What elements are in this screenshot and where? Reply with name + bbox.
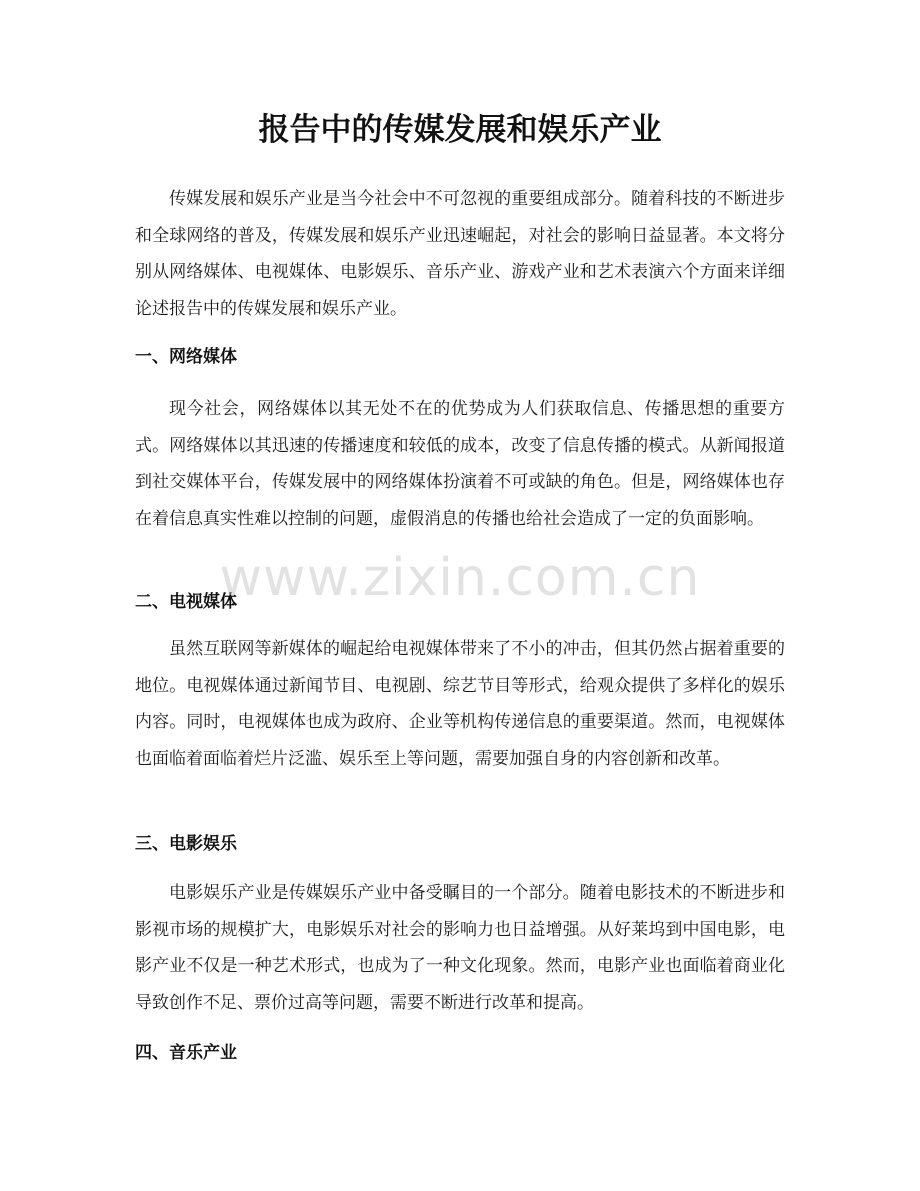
section-body-network-media: 现今社会，网络媒体以其无处不在的优势成为人们获取信息、传播思想的重要方式。网络媒体以其迅速的传播速度和较低的成本，改变了信息传播的模式。从新闻报道到社交媒体平台，传媒发展中的网络媒体扮演着不可或缺的角色。但是，网络媒体也存在着信息真实性难以控制的问题，虚假消息的传播也给社会造成了一定的负面影响。: [135, 399, 785, 529]
section-body-tv-media: 虽然互联网等新媒体的崛起给电视媒体带来了不小的冲击，但其仍然占据着重要的地位。电视媒体通过新闻节目、电视剧、综艺节目等形式，给观众提供了多样化的娱乐内容。同时，电视媒体也成为政府、企业等机构传递信息的重要渠道。然而，电视媒体也面临着面临着烂片泛滥、娱乐至上等问题，需要加强自身的内容创新和改革。: [135, 639, 785, 769]
section-heading-tv-media: 二、电视媒体: [135, 592, 237, 612]
document-title: 报告中的传媒发展和娱乐产业: [258, 112, 662, 148]
section-heading-music-industry: 四、音乐产业: [135, 1043, 237, 1063]
intro-paragraph: 传媒发展和娱乐产业是当今社会中不可忽视的重要组成部分。随着科技的不断进步和全球网络的普及，传媒发展和娱乐产业迅速崛起，对社会的影响日益显著。本文将分别从网络媒体、电视媒体、电影娱乐、音乐产业、游戏产业和艺术表演六个方面来详细论述报告中的传媒发展和娱乐产业。: [135, 189, 785, 319]
section-heading-film-entertainment: 三、电影娱乐: [135, 834, 237, 854]
watermark-text: www.zixin.com.cn: [219, 548, 701, 608]
section-body-film-entertainment: 电影娱乐产业是传媒娱乐产业中备受瞩目的一个部分。随着电影技术的不断进步和影视市场的规模扩大，电影娱乐对社会的影响力也日益增强。从好莱坞到中国电影，电影产业不仅是一种艺术形式，也成为了一种文化现象。然而，电影产业也面临着商业化导致创作不足、票价过高等问题，需要不断进行改革和提高。: [135, 883, 785, 1013]
section-heading-network-media: 一、网络媒体: [135, 347, 237, 367]
